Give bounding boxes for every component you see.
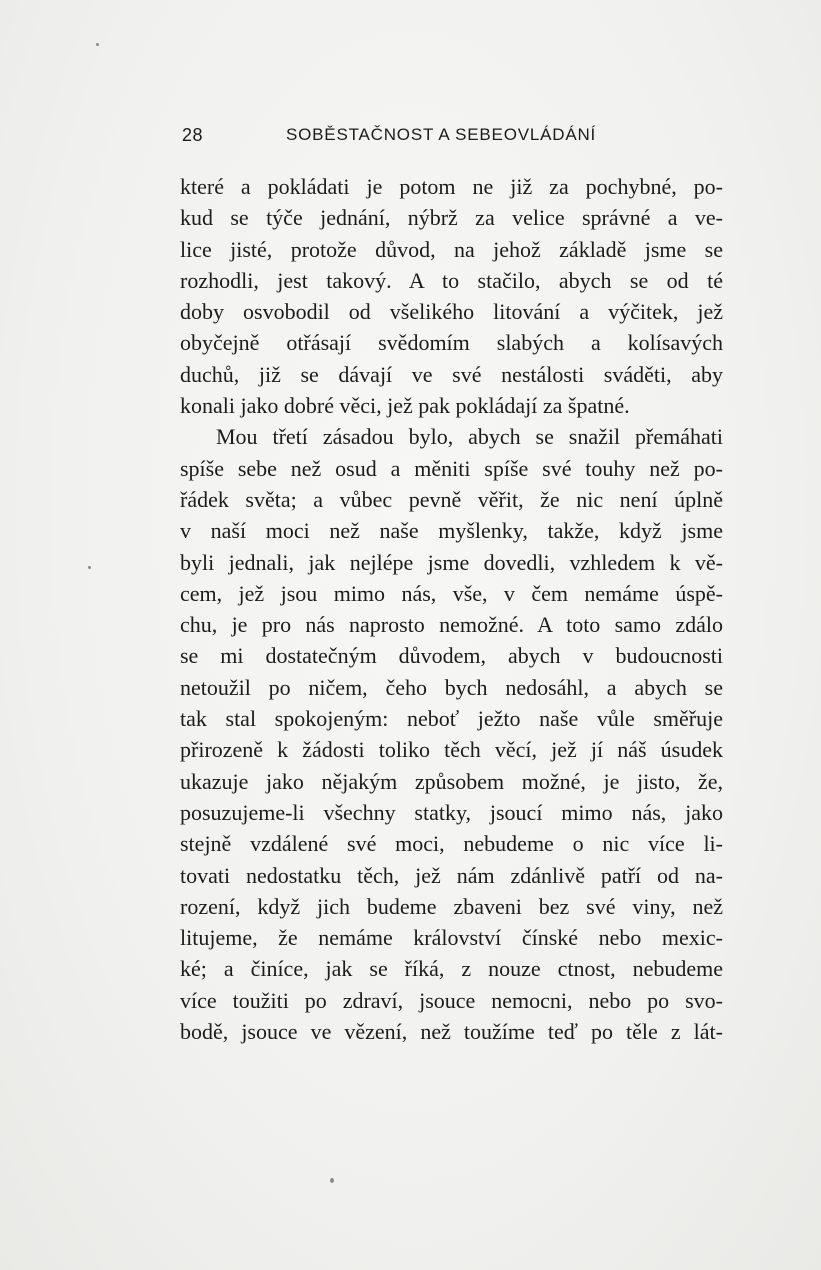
text-line: se mi dostatečným důvodem, abych v budoucnosti bbox=[180, 643, 723, 669]
text-line: řádek světa; a vůbec pevně věřit, že nic není úplně bbox=[180, 486, 723, 512]
text-line: přirozeně k žádosti toliko těch věcí, jež jí náš úsudek bbox=[180, 737, 723, 763]
text-line: duchů, již se dávají ve své nestálosti sváděti, aby bbox=[180, 361, 723, 387]
text-line: kud se týče jednání, nýbrž za velice správné a ve- bbox=[180, 205, 723, 231]
text-line: netoužil po ničem, čeho bych nedosáhl, a abych se bbox=[180, 674, 723, 700]
body-text bbox=[180, 171, 723, 1047]
paper-speck bbox=[88, 566, 91, 569]
running-title: SOBĚSTAČNOST A SEBEOVLÁDÁNÍ bbox=[286, 125, 597, 144]
running-header bbox=[182, 125, 722, 149]
paper-speck bbox=[96, 43, 99, 46]
text-line: ké; a činíce, jak se říká, z nouze ctnost, nebudeme bbox=[180, 956, 723, 982]
text-line: obyčejně otřásají svědomím slabých a kolísavých bbox=[180, 330, 723, 356]
text-line: spíše sebe než osud a měniti spíše své touhy než po- bbox=[180, 455, 723, 481]
paper-speck bbox=[330, 1178, 334, 1183]
text-line: chu, je pro nás naprosto nemožné. A toto samo zdálo bbox=[180, 612, 723, 638]
text-line: stejně vzdálené své moci, nebudeme o nic více li- bbox=[180, 831, 723, 857]
paragraph-end-line: konali jako dobré věci, jež pak pokládají za špatné. bbox=[180, 393, 630, 419]
text-line: ukazuje jako nějakým způsobem možné, je jisto, že, bbox=[180, 768, 723, 794]
text-line: litujeme, že nemáme království čínské nebo mexic- bbox=[180, 925, 723, 951]
text-line: posuzujeme-li všechny statky, jsoucí mimo nás, jako bbox=[180, 799, 723, 825]
text-line: v naší moci než naše myšlenky, takže, když jsme bbox=[180, 518, 723, 544]
text-line: rození, když jich budeme zbaveni bez své viny, než bbox=[180, 893, 723, 919]
text-line: více toužiti po zdraví, jsouce nemocni, nebo po svo- bbox=[180, 987, 723, 1013]
text-line: doby osvobodil od všelikého litování a výčitek, jež bbox=[180, 299, 723, 325]
page-number: 28 bbox=[182, 125, 204, 145]
text-line: byli jednali, jak nejlépe jsme dovedli, vzhledem k vě- bbox=[180, 549, 723, 575]
text-line: tak stal spokojeným: neboť ježto naše vůle směřuje bbox=[180, 706, 723, 732]
text-line: které a pokládati je potom ne již za pochybné, po- bbox=[180, 174, 723, 199]
text-line: lice jisté, protože důvod, na jehož základě jsme se bbox=[180, 236, 723, 262]
text-line: cem, jež jsou mimo nás, vše, v čem nemáme úspě- bbox=[180, 580, 723, 606]
text-line: tovati nedostatku těch, jež nám zdánlivě patří od na- bbox=[180, 862, 723, 888]
text-line: bodě, jsouce ve vězení, než toužíme teď po těle z lát- bbox=[180, 1019, 723, 1045]
text-line: rozhodli, jest takový. A to stačilo, abych se od té bbox=[180, 267, 723, 293]
paragraph-start-line: Mou třetí zásadou bylo, abych se snažil přemáhati bbox=[216, 424, 723, 450]
